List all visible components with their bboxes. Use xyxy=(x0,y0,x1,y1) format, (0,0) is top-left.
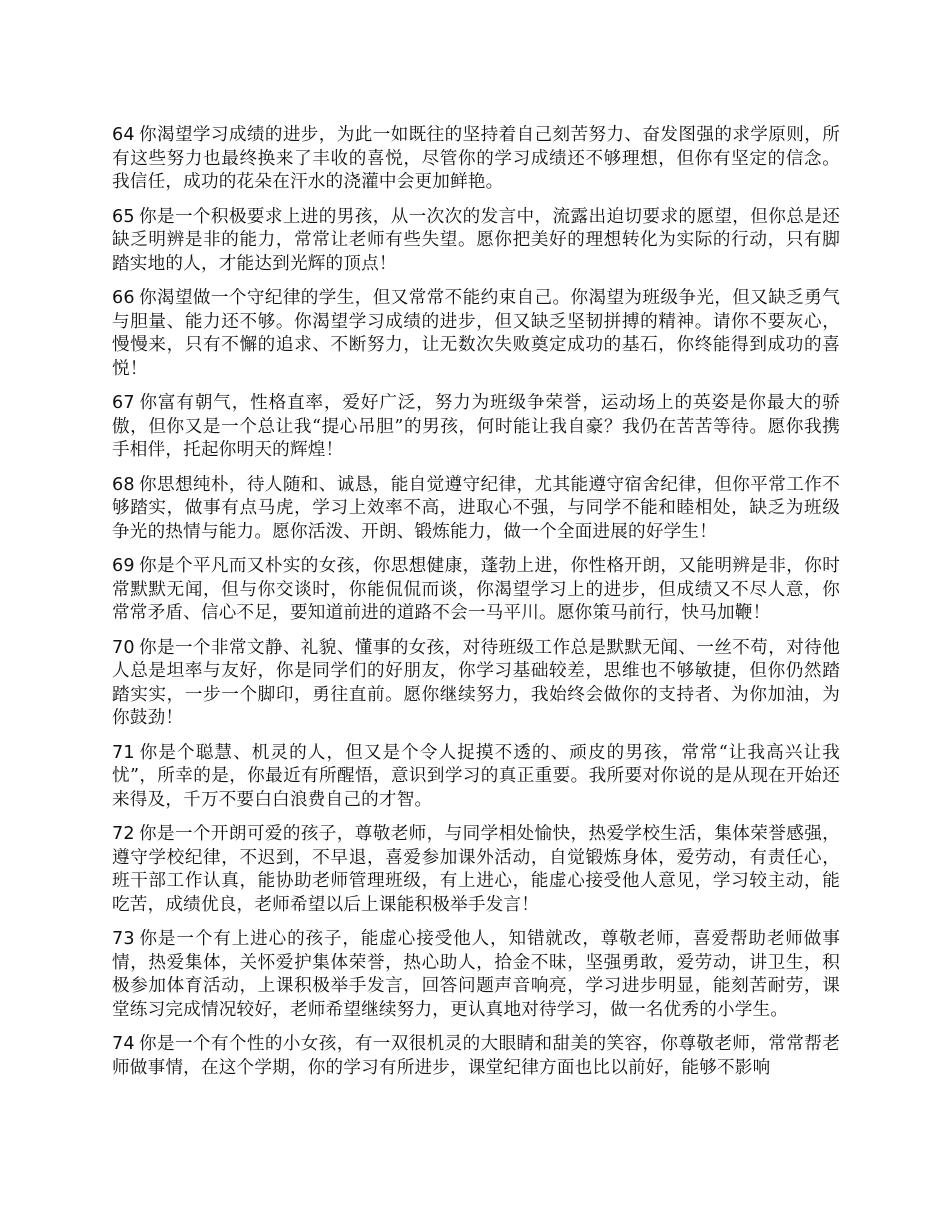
paragraph-text: 你是个平凡而又朴实的女孩，你思想健康，蓬勃上进，你性格开朗，又能明辨是非，你时常默默无闻，但与你交谈时，你能侃侃而谈，你渴望学习上的进步，但成绩又不尽人意，你常常矛盾、信心不足，要知道前进的道路不会一马平川。愿你策马前行，快马加鞭！ xyxy=(112,556,840,623)
paragraph-text: 你思想纯朴，待人随和、诚恳，能自觉遵守纪律，尤其能遵守宿舍纪律，但你平常工作不够踏实，做事有点马虎，学习上效率不高，进取心不强，与同学不能和睦相处，缺乏为班级争光的热情与能力。愿你活泼、开朗、锻炼能力，做一个全面进展的好学生！ xyxy=(112,474,840,542)
paragraph-70 xyxy=(112,637,840,731)
paragraph-66 xyxy=(112,287,840,381)
paragraph-text: 你渴望做一个守纪律的学生，但又常常不能约束自己。你渴望为班级争光，但又缺乏勇气与胆量、能力还不够。你渴望学习成绩的进步，但又缺乏坚韧拼搏的精神。请你不要灰心，慢慢来，只有不懈的追求、不断努力，让无数次失败奠定成功的基石，你终能得到成功的喜悦！ xyxy=(112,288,840,379)
paragraph-73 xyxy=(112,928,840,1022)
paragraph-number: 64 xyxy=(112,125,135,145)
paragraph-text: 你渴望学习成绩的进步，为此一如既往的坚持着自己刻苦努力、奋发图强的求学原则，所有这些努力也最终换来了丰收的喜悦，尽管你的学习成绩还不够理想，但你有坚定的信念。我信任，成功的花朵在汗水的浇灌中会更加鲜艳。 xyxy=(112,125,840,192)
paragraph-69 xyxy=(112,555,840,626)
paragraph-number: 73 xyxy=(112,929,135,949)
paragraph-text: 你富有朝气，性格直率，爱好广泛，努力为班级争荣誉，运动场上的英姿是你最大的骄傲，但你又是一个总让我“提心吊胆”的男孩，何时能让我自豪？我仍在苦苦等待。愿你我携手相伴，托起你明天的辉煌！ xyxy=(112,393,840,460)
paragraph-71 xyxy=(112,742,840,813)
paragraph-text: 你是一个有个性的小女孩，有一双很机灵的大眼睛和甜美的笑容，你尊敬老师，常常帮老师做事情，在这个学期，你的学习有所进步，课堂纪律方面也比以前好，能够不影响 xyxy=(112,1034,840,1078)
paragraph-number: 70 xyxy=(112,637,135,658)
paragraph-number: 65 xyxy=(112,206,135,227)
paragraph-number: 67 xyxy=(112,393,135,413)
paragraph-number: 74 xyxy=(112,1034,135,1054)
paragraph-number: 69 xyxy=(112,556,135,576)
paragraph-number: 66 xyxy=(112,288,135,308)
paragraph-number: 68 xyxy=(112,474,135,495)
paragraph-text: 你是一个开朗可爱的孩子，尊敬老师，与同学相处愉快，热爱学校生活，集体荣誉感强，遵守学校纪律，不迟到，不早退，喜爱参加课外活动，自觉锻炼身体，爱劳动，有责任心，班干部工作认真，能协助老师管理班级，有上进心，能虚心接受他人意见，学习较主动，能吃苦，成绩优良，老师希望以后上课能积极举手发言！ xyxy=(112,824,840,915)
paragraph-68 xyxy=(112,474,840,545)
paragraph-65 xyxy=(112,206,840,277)
paragraph-number: 71 xyxy=(112,742,135,763)
paragraph-67 xyxy=(112,392,840,463)
paragraph-text: 你是个聪慧、机灵的人，但又是个令人捉摸不透的、顽皮的男孩，常常“让我高兴让我忧”，所幸的是，你最近有所醒悟，意识到学习的真正重要。我所要对你说的是从现在开始还来得及，千万不要白白浪费自己的才智。 xyxy=(112,742,840,810)
paragraph-text: 你是一个有上进心的孩子，能虚心接受他人，知错就改，尊敬老师，喜爱帮助老师做事情，热爱集体，关怀爱护集体荣誉，热心助人，拾金不昧，坚强勇敢，爱劳动，讲卫生，积极参加体育活动，上课积极举手发言，回答问题声音响亮，学习进步明显，能刻苦耐劳，课堂练习完成情况较好，老师希望继续努力，更认真地对待学习，做一名优秀的小学生。 xyxy=(112,929,840,1020)
paragraph-64 xyxy=(112,124,840,195)
paragraph-text: 你是一个非常文静、礼貌、懂事的女孩，对待班级工作总是默默无闻、一丝不苟，对待他人总是坦率与友好，你是同学们的好朋友，你学习基础较差，思维也不够敏捷，但你仍然踏踏实实，一步一个脚印，勇往直前。愿你继续努力，我始终会做你的支持者、为你加油，为你鼓劲！ xyxy=(112,637,840,728)
paragraph-text: 你是一个积极要求上进的男孩，从一次次的发言中，流露出迫切要求的愿望，但你总是还缺乏明辨是非的能力，常常让老师有些失望。愿你把美好的理想转化为实际的行动，只有脚踏实地的人，才能达到光辉的顶点！ xyxy=(112,206,840,274)
document-page xyxy=(112,124,840,1091)
paragraph-74 xyxy=(112,1033,840,1080)
paragraph-72 xyxy=(112,823,840,917)
paragraph-number: 72 xyxy=(112,824,135,844)
